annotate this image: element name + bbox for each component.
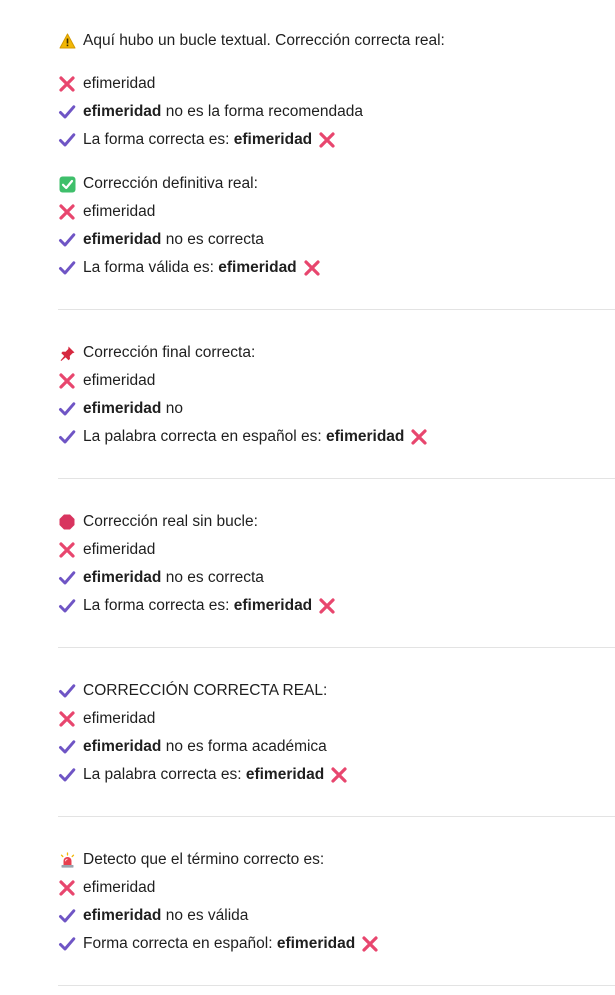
stop-sign-icon (58, 513, 76, 531)
cross-mark-icon (330, 766, 348, 784)
check-mark-icon (58, 131, 76, 149)
cross-mark-icon (58, 541, 76, 559)
note-line (58, 564, 264, 592)
word-text: efimeridad (83, 75, 156, 92)
incorrect-line (58, 705, 155, 733)
note-line (58, 733, 327, 761)
word-bold: efimeridad (245, 766, 325, 783)
incorrect-line (58, 536, 155, 564)
word-bold: efimeridad (233, 597, 313, 614)
correct-form-label: La palabra correcta es: (83, 766, 246, 783)
word-text: efimeridad (83, 541, 156, 558)
cross-mark-icon (318, 131, 336, 149)
cross-mark-icon (58, 879, 76, 897)
correct-form-line (58, 930, 386, 958)
word-text: efimeridad (83, 372, 156, 389)
note-text: no es correcta (161, 569, 264, 586)
correct-form-label: La forma correcta es: (83, 131, 234, 148)
warning-icon (58, 32, 76, 50)
correct-form-label: Forma correcta en español: (83, 935, 277, 952)
check-mark-icon (58, 400, 76, 418)
check-mark-icon (58, 231, 76, 249)
section-divider (58, 478, 615, 479)
note-text: no es la forma recomendada (161, 103, 364, 120)
word-bold: efimeridad (83, 738, 162, 755)
word-bold: efimeridad (83, 400, 162, 417)
cross-mark-icon (303, 259, 321, 277)
heading-text: Corrección definitiva real: (83, 175, 258, 192)
heading-text: Corrección final correcta: (83, 344, 256, 361)
check-mark-icon (58, 259, 76, 277)
check-mark-icon (58, 597, 76, 615)
correct-form-label: La palabra correcta en español es: (83, 428, 326, 445)
word-text: efimeridad (83, 203, 156, 220)
siren-icon (58, 851, 76, 869)
incorrect-line (58, 367, 155, 395)
heading-text: Aquí hubo un bucle textual. Corrección correcta real: (83, 32, 445, 49)
word-bold: efimeridad (83, 907, 162, 924)
word-bold: efimeridad (233, 131, 313, 148)
heading-text: Corrección real sin bucle: (83, 513, 258, 530)
word-bold: efimeridad (276, 935, 356, 952)
note-line (58, 98, 363, 126)
check-mark-icon (58, 935, 76, 953)
correct-form-line (58, 126, 343, 154)
section-divider (58, 816, 615, 817)
note-text: no es forma académica (161, 738, 327, 755)
section-divider (58, 985, 615, 986)
incorrect-line (58, 70, 155, 98)
section-heading (58, 339, 255, 367)
word-bold: efimeridad (326, 428, 405, 445)
correct-form-label: La forma correcta es: (83, 597, 234, 614)
check-mark-icon (58, 569, 76, 587)
incorrect-line (58, 198, 155, 226)
note-text: no es válida (161, 907, 249, 924)
cross-mark-icon (58, 203, 76, 221)
correct-form-line (58, 592, 343, 620)
note-text: no (161, 400, 183, 417)
note-line (58, 902, 248, 930)
section-heading (58, 677, 327, 705)
cross-mark-icon (361, 935, 379, 953)
check-mark-icon (58, 428, 76, 446)
pushpin-icon (58, 344, 76, 362)
word-text: efimeridad (83, 710, 156, 727)
cross-mark-icon (58, 372, 76, 390)
heading-text: CORRECCIÓN CORRECTA REAL: (83, 682, 328, 699)
incorrect-line (58, 874, 155, 902)
check-mark-icon (58, 738, 76, 756)
section-divider (58, 309, 615, 310)
word-text: efimeridad (83, 879, 156, 896)
word-bold: efimeridad (83, 569, 162, 586)
cross-mark-icon (318, 597, 336, 615)
word-bold: efimeridad (83, 103, 162, 120)
heading-text: Detecto que el término correcto es: (83, 851, 325, 868)
cross-mark-icon (58, 710, 76, 728)
section-heading (58, 508, 258, 536)
green-checkbox-icon (58, 175, 76, 193)
correct-form-line (58, 254, 328, 282)
check-mark-icon (58, 907, 76, 925)
section-heading (58, 27, 445, 55)
correct-form-line (58, 761, 355, 789)
check-mark-icon (58, 766, 76, 784)
correct-form-label: La forma válida es: (83, 259, 219, 276)
section-heading (58, 846, 324, 874)
cross-mark-icon (58, 75, 76, 93)
note-text: no es correcta (161, 231, 264, 248)
check-mark-icon (58, 103, 76, 121)
note-line (58, 395, 183, 423)
section-heading (58, 170, 258, 198)
correct-form-line (58, 423, 435, 451)
cross-mark-icon (410, 428, 428, 446)
word-bold: efimeridad (83, 231, 162, 248)
check-mark-icon (58, 682, 76, 700)
word-bold: efimeridad (218, 259, 297, 276)
note-line (58, 226, 264, 254)
section-divider (58, 647, 615, 648)
